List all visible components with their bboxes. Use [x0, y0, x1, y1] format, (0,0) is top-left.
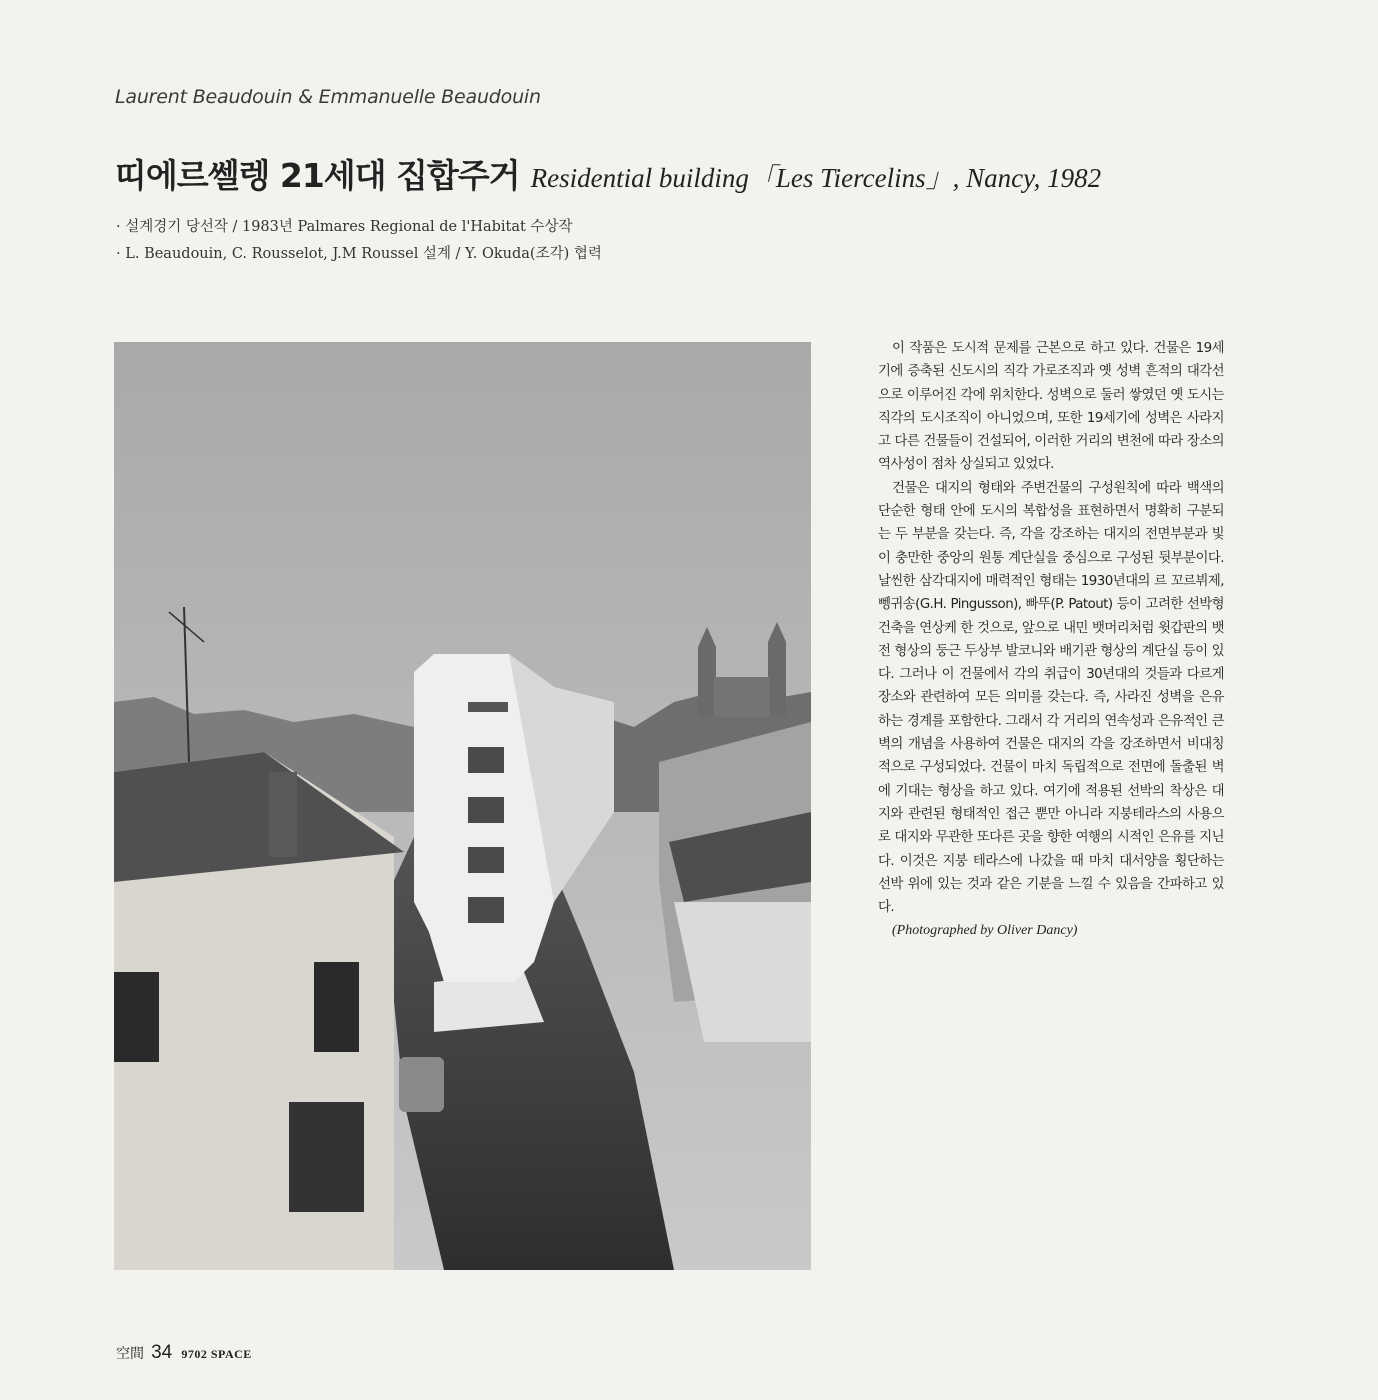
- magazine-name: 空間: [116, 1346, 144, 1362]
- issue-label: 9702 SPACE: [181, 1347, 252, 1361]
- project-credits: [116, 214, 602, 268]
- title-english: Residential building「Les Tiercelins」, Nancy, 1982: [530, 163, 1102, 193]
- page-number: 34: [151, 1342, 173, 1363]
- credit-line-award: · 설계경기 당선작 / 1983년 Palmares Regional de l'Habitat 수상작: [116, 219, 573, 235]
- body-paragraph: 이 작품은 도시적 문제를 근본으로 하고 있다. 건물은 19세기에 증축된 신도시의 직각 가로조직과 옛 성벽 흔적의 대각선으로 이루어진 각에 위치한다. 성벽으로 둘러 쌓였던 옛 도시는 직각의 도시조직이 아니었으며, 또한 19세기에 성벽은 사라지고 다른 건물들이 건설되어, 이러한 거리의 변천에 따라 장소의 역사성이 점차 상실되고 있었다.: [878, 341, 1224, 473]
- article-body: [878, 337, 1224, 943]
- architect-names: Laurent Beaudouin & Emmanuelle Beaudouin: [115, 86, 541, 108]
- street-view-illustration: [114, 342, 811, 1270]
- page-folio: [116, 1342, 252, 1364]
- photo-credit: (Photographed by Oliver Dancy): [892, 923, 1078, 939]
- credit-line-design: · L. Beaudouin, C. Rousselot, J.M Roussel 설계 / Y. Okuda(조각) 협력: [116, 246, 602, 262]
- page-title: [115, 150, 1101, 197]
- building-photograph: [114, 342, 811, 1270]
- title-korean: 띠에르쎌렝 21세대 집합주거: [115, 156, 520, 195]
- body-paragraph: 건물은 대지의 형태와 주변건물의 구성원칙에 따라 백색의 단순한 형태 안에 도시의 복합성을 표현하면서 명확히 구분되는 두 부분을 갖는다. 즉, 각을 강조하는 대지의 전면부분과 빛이 충만한 중앙의 원통 계단실을 중심으로 구성된 뒷부분이다. 날씬한 삼각대지에 매력적인 형태는 1930년대의 르 꼬르뷔제, 뼁귀송(G.H. Pingusson), 빠뚜(P. Patout) 등이 고려한 선박형 건축을 연상케 한 것으로, 앞으로 내민 뱃머리처럼 윗갑판의 뱃전 형상의 둥근 두상부 발코니와 배기관 형상의 계단실 등이 있다. 그러나 이 건물에서 각의 취급이 30년대의 것들과 다르게 장소와 관련하여 모든 의미를 갖는다. 즉, 사라진 성벽을 은유하는 경계를 포함한다. 그래서 각 거리의 연속성과 은유적인 큰 벽의 개념을 사용하여 건물은 대지의 각을 강조하면서 비대칭적으로 구성되었다. 건물이 마치 독립적으로 전면에 돌출된 벽에 기대는 형상을 하고 있다. 여기에 적용된 선박의 착상은 대지와 관련된 형태적인 접근 뿐만 아니라 지붕테라스의 사용으로 대지와 무관한 또다른 곳을 향한 여행의 시적인 은유를 지닌다. 이것은 지붕 테라스에 나갔을 때 마치 대서양을 횡단하는 선박 위에 있는 것과 같은 기분을 느낄 수 있음을 간파하고 있다.: [878, 480, 1224, 916]
